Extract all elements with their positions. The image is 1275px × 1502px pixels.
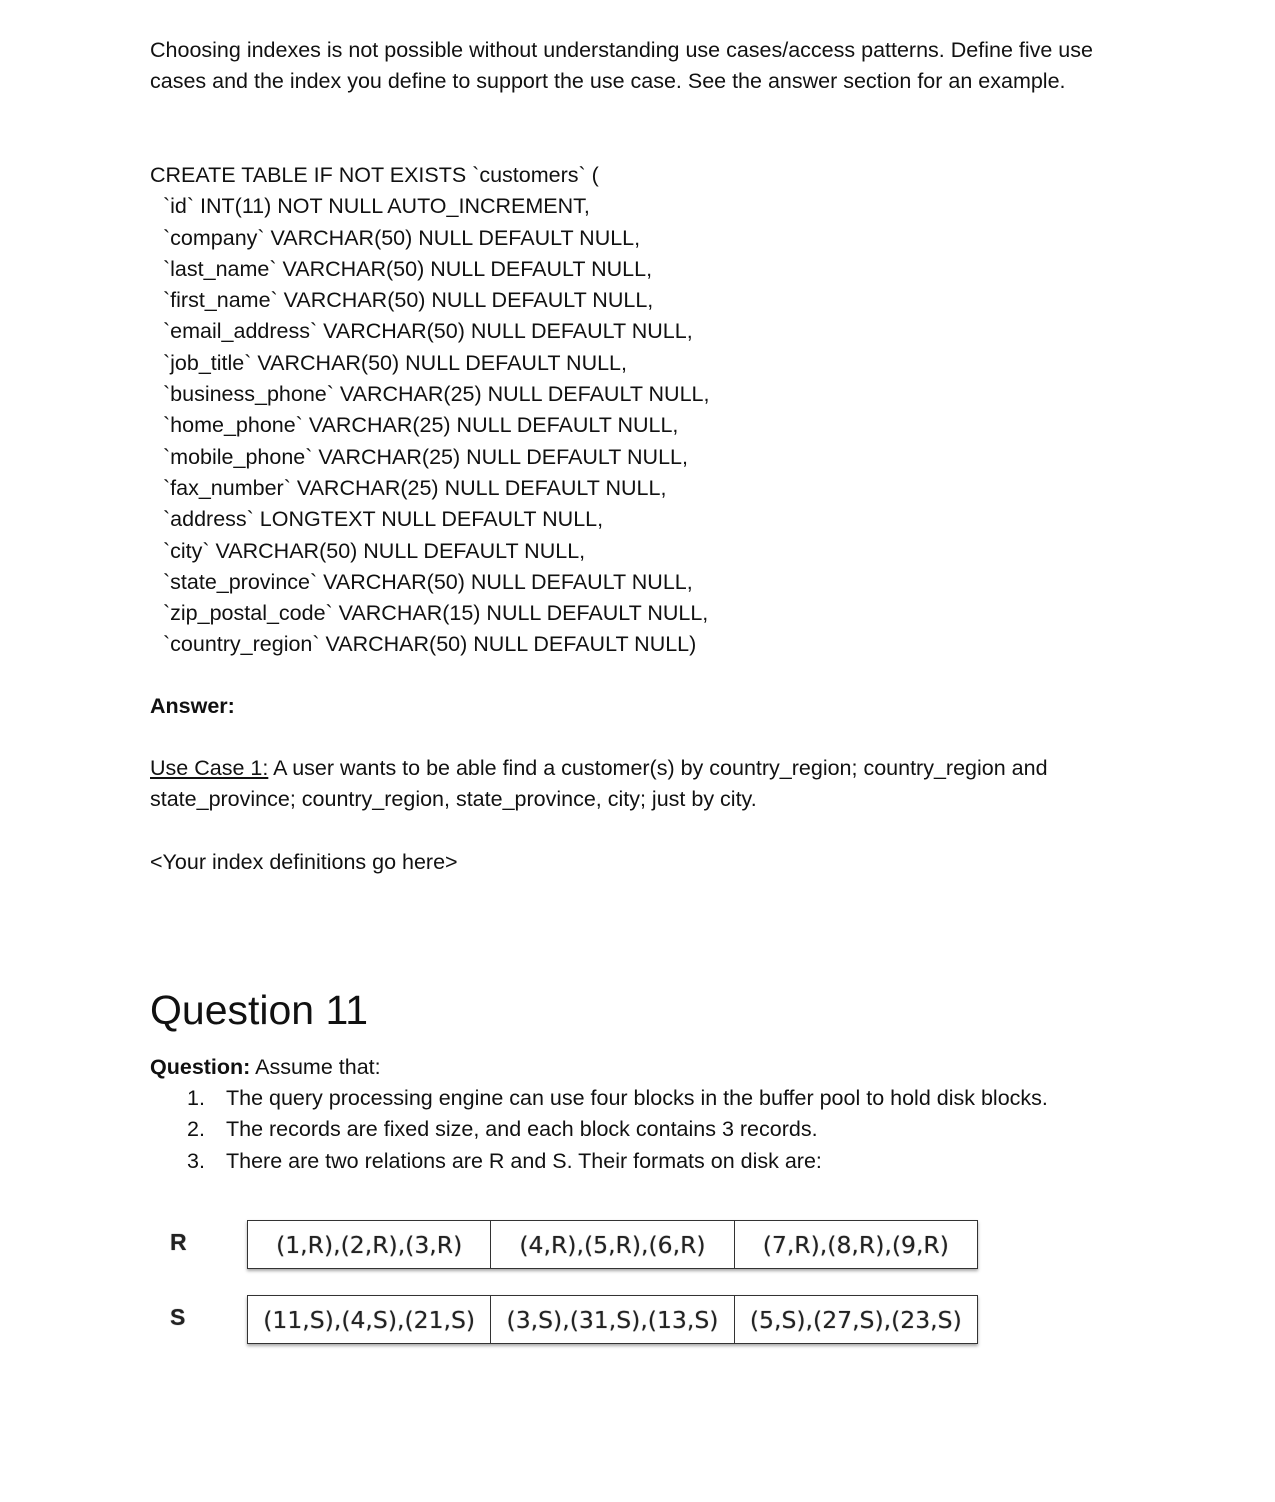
disk-block: (3,S),(31,S),(13,S) <box>491 1296 734 1343</box>
list-item-number: 2. <box>187 1117 205 1142</box>
sql-column-line: `city` VARCHAR(50) NULL DEFAULT NULL, <box>163 538 586 563</box>
disk-block: (5,S),(27,S),(23,S) <box>749 1305 962 1334</box>
list-item <box>187 1083 1048 1114</box>
use-case-1 <box>150 753 1140 816</box>
sql-column-line: `last_name` VARCHAR(50) NULL DEFAULT NULL, <box>163 256 653 281</box>
sql-column-line: `zip_postal_code` VARCHAR(15) NULL DEFAULT NULL, <box>163 601 709 626</box>
sql-column-line: `home_phone` VARCHAR(25) NULL DEFAULT NULL, <box>163 413 679 438</box>
disk-block: (7,R),(8,R),(9,R) <box>762 1230 949 1259</box>
sql-column-line: `address` LONGTEXT NULL DEFAULT NULL, <box>163 507 604 532</box>
relation-s-blocks <box>247 1295 978 1344</box>
question-intro <box>150 1052 381 1083</box>
intro-paragraph: Choosing indexes is not possible without understanding use cases/access patterns. Define five use cases and the index you define to support the use case. See the answer section for an example. <box>150 38 1093 94</box>
disk-block: (11,S),(4,S),(21,S) <box>248 1296 491 1343</box>
sql-column-line: `business_phone` VARCHAR(25) NULL DEFAULT NULL, <box>163 382 710 407</box>
question-11-heading: Question 11 <box>150 987 369 1033</box>
list-item <box>187 1114 1048 1145</box>
sql-column-line: `id` INT(11) NOT NULL AUTO_INCREMENT, <box>163 194 590 219</box>
create-table-sql <box>150 160 1140 661</box>
list-item <box>187 1146 1048 1177</box>
list-item-text: The query processing engine can use four blocks in the buffer pool to hold disk blocks. <box>226 1086 1048 1110</box>
sql-column-line: `email_address` VARCHAR(50) NULL DEFAULT NULL, <box>163 319 693 344</box>
disk-block: (1,R),(2,R),(3,R) <box>248 1221 491 1268</box>
sql-column-line: `state_province` VARCHAR(50) NULL DEFAULT NULL, <box>163 569 693 594</box>
question-lead: Assume that: <box>250 1055 381 1079</box>
list-item-number: 1. <box>187 1086 205 1110</box>
index-placeholder: <Your index definitions go here> <box>150 850 458 874</box>
sql-header: CREATE TABLE IF NOT EXISTS `customers` ( <box>150 163 599 187</box>
list-item-text: There are two relations are R and S. Their formats on disk are: <box>226 1148 822 1173</box>
sql-column-line: `fax_number` VARCHAR(25) NULL DEFAULT NULL, <box>163 475 667 500</box>
relation-r-label: R <box>170 1229 187 1255</box>
sql-column-line: `first_name` VARCHAR(50) NULL DEFAULT NULL, <box>163 288 654 313</box>
list-item-number: 3. <box>187 1148 205 1173</box>
relation-r-blocks <box>247 1220 978 1269</box>
assumption-list <box>187 1083 1048 1177</box>
sql-column-line: `country_region` VARCHAR(50) NULL DEFAULT NULL) <box>163 632 697 657</box>
sql-column-line: `mobile_phone` VARCHAR(25) NULL DEFAULT NULL, <box>163 444 688 469</box>
use-case-text: A user wants to be able find a customer(s) by country_region; country_region and state_province; country_region, state_province, city; just by city. <box>150 756 1048 812</box>
question-label: Question: <box>150 1055 251 1079</box>
use-case-label: Use Case 1: <box>150 756 269 780</box>
disk-block: (4,R),(5,R),(6,R) <box>491 1221 734 1268</box>
list-item-text: The records are fixed size, and each block contains 3 records. <box>226 1117 818 1142</box>
sql-column-line: `job_title` VARCHAR(50) NULL DEFAULT NULL, <box>163 350 627 375</box>
sql-column-line: `company` VARCHAR(50) NULL DEFAULT NULL, <box>163 225 641 250</box>
relation-s-label: S <box>170 1304 186 1330</box>
answer-label: Answer: <box>150 694 235 718</box>
